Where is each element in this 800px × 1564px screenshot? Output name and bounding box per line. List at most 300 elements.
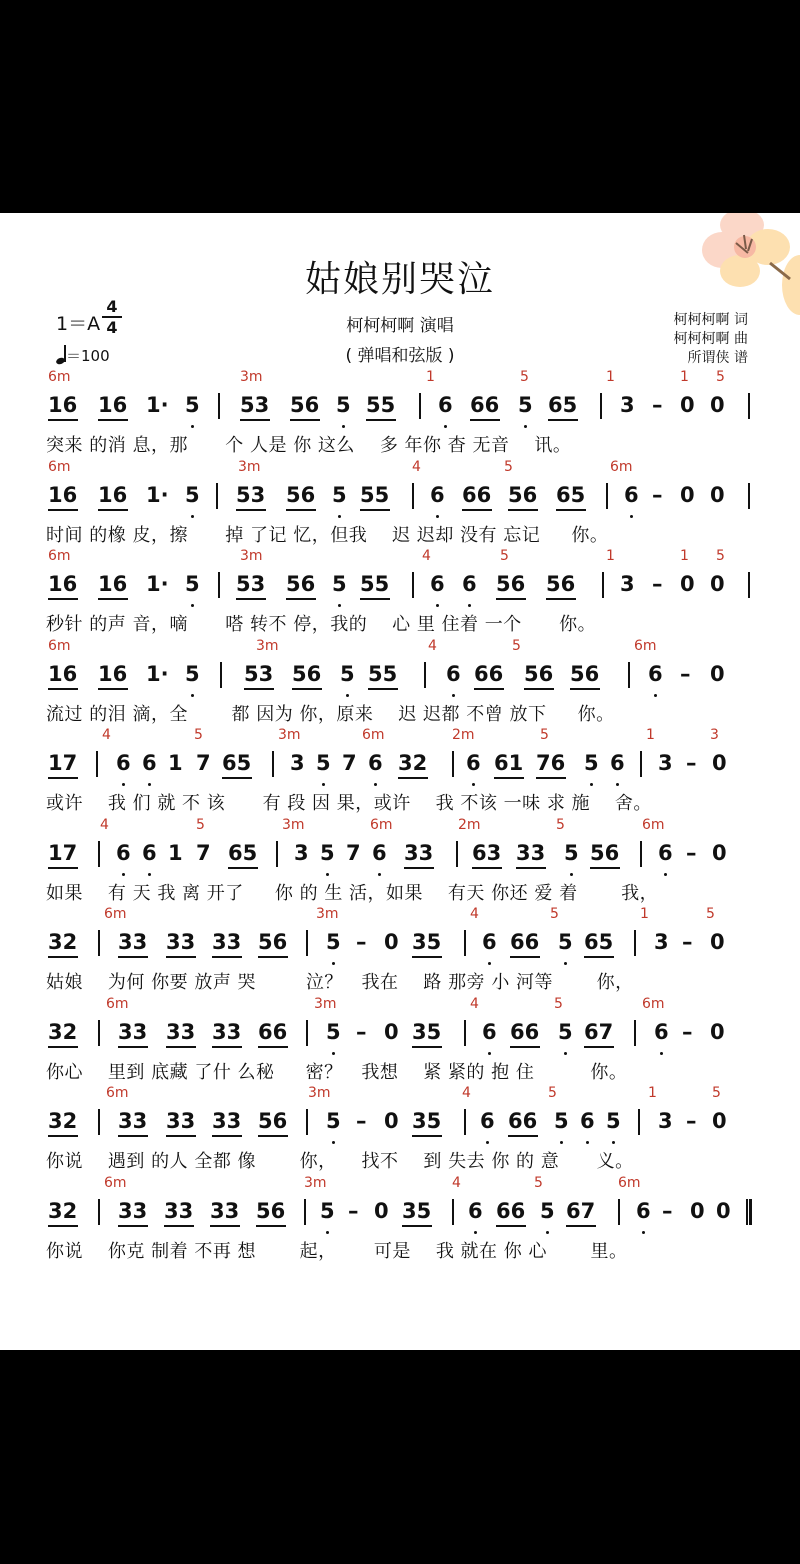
note-group: 7 — [342, 751, 357, 775]
octave-dot — [564, 1052, 567, 1055]
octave-dot — [472, 783, 475, 786]
chord-label: 4 — [470, 906, 479, 922]
note-group: 33 — [118, 1109, 148, 1133]
lyric-line: 秒针 的声 音，嘀 嗒 转不 停，我的 心 里 住着 一个 你。 — [46, 614, 597, 635]
chord-label: 6m — [634, 637, 657, 654]
chord-label: 6m — [104, 906, 127, 922]
beam-line — [212, 1046, 242, 1048]
chord-label: 4 — [102, 727, 111, 743]
note-group: 66 — [474, 661, 504, 686]
octave-dot — [342, 425, 345, 428]
octave-dot — [122, 783, 125, 786]
bar-line — [452, 1199, 454, 1225]
bar-line — [96, 751, 98, 777]
note-group: 1 — [168, 840, 183, 865]
beam-line — [222, 777, 252, 779]
composer-credit: 柯柯柯啊 曲 — [673, 331, 748, 347]
chord-label: 2m — [458, 816, 481, 833]
note-group: 55 — [360, 482, 390, 507]
octave-dot — [474, 1231, 477, 1234]
bar-line — [424, 662, 426, 688]
lyric-line: 你心 里到 底藏 了什 么秘 密？ 我想 紧 紧的 抱 住 你。 — [46, 1061, 628, 1083]
bar-line — [600, 393, 602, 419]
note-group: 3 — [620, 572, 635, 596]
chord-label: 6m — [642, 816, 665, 833]
note-group: 56 — [256, 1198, 286, 1223]
score-row — [0, 723, 800, 813]
chord-label: 3m — [282, 816, 305, 833]
beam-line — [412, 1046, 442, 1048]
bar-line — [98, 930, 100, 956]
note-group: 56 — [286, 572, 316, 596]
note-group: 5 — [540, 1198, 555, 1223]
chord-label: 4 — [452, 1174, 461, 1191]
note-group: 3 — [290, 751, 305, 775]
note-group: 5 — [340, 661, 355, 686]
octave-dot — [338, 515, 341, 518]
score-row — [0, 992, 800, 1082]
octave-dot — [488, 1052, 491, 1055]
note-group: 3 — [654, 930, 669, 954]
note-group: 65 — [584, 930, 614, 954]
note-group: 32 — [48, 1109, 78, 1133]
octave-dot — [346, 694, 349, 697]
note-group: 65 — [556, 482, 586, 507]
lyric-line: 突来 的消 息，那 个 人是 你 这么 多 年你 杳 无音 讯。 — [46, 435, 572, 456]
chord-label: 4 — [428, 637, 437, 654]
note-group: 0 — [374, 1198, 389, 1223]
note-group: 66 — [496, 1198, 526, 1223]
chord-label: 3m — [240, 369, 263, 385]
chord-label: 6m — [48, 369, 71, 385]
note-group: 33 — [166, 1109, 196, 1133]
octave-dot — [616, 783, 619, 786]
note-group: 56 — [286, 482, 316, 507]
note-group: 3 — [294, 840, 309, 865]
chord-label: 4 — [422, 548, 431, 564]
note-group: 33 — [404, 840, 434, 865]
dash: – — [686, 751, 697, 775]
dash: – — [686, 840, 697, 865]
note-group: 0 — [712, 751, 727, 775]
bar-line — [748, 572, 750, 598]
note-group: 5 — [185, 661, 200, 686]
octave-dot — [191, 425, 194, 428]
version-label: ( 弹唱和弦版 ) — [345, 346, 455, 366]
octave-dot — [642, 1231, 645, 1234]
note-group: 5 — [185, 572, 200, 596]
note-group: 33 — [166, 1019, 196, 1044]
beam-line — [258, 956, 288, 958]
note-group: 0 — [384, 930, 399, 954]
note-group: 5 — [518, 393, 533, 417]
note-group: 6 — [446, 661, 461, 686]
note-group: 32 — [398, 751, 428, 775]
chord-label: 5 — [706, 906, 715, 922]
note-group: 6 — [116, 840, 131, 865]
note-group: 33 — [118, 1198, 148, 1223]
beam-line — [118, 1225, 148, 1227]
note-group: 3 — [658, 1109, 673, 1133]
beam-line — [256, 1225, 286, 1227]
beam-line — [98, 598, 128, 600]
beam-line — [286, 598, 316, 600]
bar-line — [220, 662, 222, 688]
note-group: 16 — [48, 393, 78, 417]
note-group: 5 — [558, 930, 573, 954]
octave-dot — [191, 604, 194, 607]
beam-line — [258, 1046, 288, 1048]
bar-line — [98, 1109, 100, 1135]
note-group: 6 — [654, 1019, 669, 1044]
chord-label: 3m — [314, 995, 337, 1012]
chord-label: 4 — [462, 1085, 471, 1101]
note-group: 16 — [48, 572, 78, 596]
note-group: 33 — [118, 1019, 148, 1044]
note-group: 1· — [146, 393, 169, 417]
note-group: 0 — [690, 1198, 705, 1223]
note-group: 33 — [212, 1019, 242, 1044]
bar-line — [606, 483, 608, 509]
singer-credit: 柯柯柯啊 演唱 — [346, 316, 454, 336]
note-group: 0 — [710, 1019, 725, 1044]
note-group: 56 — [496, 572, 526, 596]
octave-dot — [436, 604, 439, 607]
dash: – — [652, 393, 663, 417]
beam-line — [98, 688, 128, 690]
beam-line — [412, 1135, 442, 1137]
note-group: 0 — [712, 840, 727, 865]
note-group: 1· — [146, 482, 169, 507]
beam-line — [404, 867, 434, 869]
note-group: 6 — [468, 1198, 483, 1223]
chord-label: 4 — [412, 458, 421, 475]
octave-dot — [191, 694, 194, 697]
note-group: 6 — [580, 1109, 595, 1133]
octave-dot — [664, 873, 667, 876]
beam-line — [98, 419, 128, 421]
octave-dot — [332, 1141, 335, 1144]
score-row — [0, 902, 800, 992]
octave-dot — [586, 1141, 589, 1144]
octave-dot — [326, 873, 329, 876]
chord-label: 1 — [426, 369, 435, 385]
note-group: 16 — [98, 572, 128, 596]
chord-label: 3m — [256, 637, 279, 654]
note-group: 5 — [554, 1109, 569, 1133]
dash: – — [686, 1109, 697, 1133]
chord-label: 5 — [520, 369, 529, 385]
bar-line — [98, 1020, 100, 1046]
note-group: 6 — [648, 661, 663, 686]
chord-label: 2m — [452, 727, 475, 743]
note-group: 55 — [368, 661, 398, 686]
beam-line — [368, 688, 398, 690]
note-group: 56 — [258, 930, 288, 954]
note-group: 33 — [516, 840, 546, 865]
beam-line — [470, 419, 500, 421]
chord-label: 6m — [48, 548, 71, 564]
score-row — [0, 634, 800, 724]
bar-line — [452, 751, 454, 777]
note-group: 6 — [482, 1019, 497, 1044]
beam-line — [590, 867, 620, 869]
note-group: 0 — [710, 930, 725, 954]
note-group: 5 — [332, 482, 347, 507]
key-signature: 1＝A — [56, 313, 101, 335]
chord-label: 6m — [106, 1085, 129, 1101]
dash: – — [680, 661, 691, 686]
note-group: 56 — [524, 661, 554, 686]
note-group: 6 — [610, 751, 625, 775]
beam-line — [570, 688, 600, 690]
note-group: 5 — [185, 482, 200, 507]
chord-label: 3m — [238, 458, 261, 475]
beam-line — [118, 1135, 148, 1137]
note-group: 5 — [336, 393, 351, 417]
bar-line — [464, 1109, 466, 1135]
octave-dot — [191, 515, 194, 518]
octave-dot — [590, 783, 593, 786]
note-group: 56 — [292, 661, 322, 686]
beam-line — [508, 509, 538, 511]
note-group: 3 — [658, 751, 673, 775]
beam-line — [360, 509, 390, 511]
note-group: 7 — [346, 840, 361, 865]
bar-line — [602, 572, 604, 598]
bar-line — [634, 930, 636, 956]
octave-dot — [654, 694, 657, 697]
note-group: 17 — [48, 840, 78, 865]
beam-line — [496, 598, 526, 600]
note-group: 5 — [564, 840, 579, 865]
note-group: 56 — [258, 1109, 288, 1133]
note-group: 33 — [118, 930, 148, 954]
bar-line — [98, 1199, 100, 1225]
note-group: 6 — [142, 840, 157, 865]
transcriber-credit: 所谓侠 谱 — [687, 350, 748, 366]
beam-line — [510, 956, 540, 958]
octave-dot — [524, 425, 527, 428]
bar-line — [640, 751, 642, 777]
beam-line — [496, 1225, 526, 1227]
chord-label: 6m — [610, 458, 633, 475]
score-row — [0, 1081, 800, 1171]
beam-line — [472, 867, 502, 869]
bar-line — [456, 841, 458, 867]
dash: – — [356, 930, 367, 954]
note-group: 65 — [222, 751, 252, 775]
note-group: 0 — [384, 1109, 399, 1133]
note-group: 32 — [48, 1198, 78, 1223]
note-group: 5 — [316, 751, 331, 775]
note-group: 6 — [482, 930, 497, 954]
note-group: 5 — [584, 751, 599, 775]
note-group: 5 — [558, 1019, 573, 1044]
note-group: 35 — [412, 1109, 442, 1133]
bar-line — [748, 393, 750, 419]
dash: – — [652, 482, 663, 507]
note-group: 56 — [290, 393, 320, 417]
chord-label: 6m — [370, 816, 393, 833]
chord-label: 5 — [548, 1085, 557, 1101]
beam-line — [244, 688, 274, 690]
beam-line — [48, 1135, 78, 1137]
song-title: 姑娘别哭泣 — [304, 259, 495, 300]
bar-line — [464, 1020, 466, 1046]
note-group: 6 — [438, 393, 453, 417]
beam-line — [118, 1046, 148, 1048]
note-group: 63 — [472, 840, 502, 865]
octave-dot — [338, 604, 341, 607]
beam-line — [240, 419, 270, 421]
beam-line — [236, 598, 266, 600]
chord-label: 1 — [606, 369, 615, 385]
dash: – — [356, 1109, 367, 1133]
beam-line — [258, 1135, 288, 1137]
beam-line — [412, 956, 442, 958]
note-group: 5 — [320, 840, 335, 865]
note-group: 53 — [244, 661, 274, 686]
beam-line — [402, 1225, 432, 1227]
chord-label: 6m — [104, 1174, 127, 1191]
beam-line — [48, 598, 78, 600]
bar-line — [216, 483, 218, 509]
octave-dot — [486, 1141, 489, 1144]
beam-line — [286, 509, 316, 511]
chord-label: 6m — [48, 637, 71, 654]
note-group: 7 — [196, 840, 211, 865]
note-group: 67 — [566, 1198, 596, 1223]
note-group: 0 — [710, 572, 725, 596]
octave-dot — [332, 962, 335, 965]
note-group: 6 — [116, 751, 131, 775]
note-group: 61 — [494, 751, 524, 775]
chord-label: 4 — [100, 816, 109, 833]
note-group: 33 — [210, 1198, 240, 1223]
note-group: 6 — [624, 482, 639, 507]
note-group: 56 — [570, 661, 600, 686]
chord-label: 3m — [278, 727, 301, 743]
note-group: 0 — [680, 482, 695, 507]
chord-label: 4 — [470, 995, 479, 1012]
note-group: 55 — [366, 393, 396, 417]
octave-dot — [488, 962, 491, 965]
note-group: 1· — [146, 661, 169, 686]
beam-line — [48, 509, 78, 511]
chord-label: 1 — [640, 906, 649, 922]
note-group: 16 — [98, 482, 128, 507]
time-sig-bottom: 4 — [106, 318, 118, 337]
octave-dot — [560, 1141, 563, 1144]
chord-label: 5 — [716, 369, 725, 385]
beam-line — [398, 777, 428, 779]
octave-dot — [630, 515, 633, 518]
lyric-line: 姑娘 为何 你要 放声 哭 泣？ 我在 路 那旁 小 河等 你， — [46, 972, 634, 993]
chord-label: 5 — [554, 995, 563, 1012]
note-group: 66 — [462, 482, 492, 507]
bar-line — [306, 1109, 308, 1135]
note-group: 1 — [168, 751, 183, 775]
octave-dot — [564, 962, 567, 965]
beam-line — [48, 777, 78, 779]
note-group: 6 — [368, 751, 383, 775]
beam-line — [210, 1225, 240, 1227]
note-group: 66 — [508, 1109, 538, 1133]
note-group: 66 — [510, 930, 540, 954]
octave-dot — [332, 1052, 335, 1055]
note-group: 65 — [548, 393, 578, 417]
chord-label: 1 — [680, 369, 689, 385]
beam-line — [510, 1046, 540, 1048]
note-group: 6 — [142, 751, 157, 775]
chord-label: 6m — [106, 995, 129, 1012]
note-group: 0 — [384, 1019, 399, 1044]
final-bar-line — [746, 1199, 752, 1225]
note-group: 0 — [680, 393, 695, 417]
chord-label: 3m — [304, 1174, 327, 1191]
chord-label: 1 — [680, 548, 689, 564]
octave-dot — [570, 873, 573, 876]
note-group: 6 — [462, 572, 477, 596]
lyric-line: 你说 遇到 的人 全都 像 你， 找不 到 失去 你 的 意 义。 — [46, 1151, 634, 1172]
beam-line — [494, 777, 524, 779]
score-row — [0, 813, 800, 903]
beam-line — [462, 509, 492, 511]
lyric-line: 流过 的泪 滴，全 都 因为 你，原来 迟 迟都 不曾 放下 你。 — [46, 703, 615, 725]
beam-line — [98, 509, 128, 511]
beam-line — [166, 1046, 196, 1048]
bar-line — [634, 1020, 636, 1046]
note-group: 0 — [710, 661, 725, 686]
dash: – — [682, 930, 693, 954]
note-group: 3 — [620, 393, 635, 417]
chord-label: 1 — [648, 1085, 657, 1101]
beam-line — [548, 419, 578, 421]
beam-line — [48, 1225, 78, 1227]
bar-line — [638, 1109, 640, 1135]
score-sheet — [0, 213, 800, 1350]
bar-line — [304, 1199, 306, 1225]
note-group: 6 — [372, 840, 387, 865]
beam-line — [566, 1225, 596, 1227]
score-row — [0, 544, 800, 634]
beam-line — [366, 419, 396, 421]
beam-line — [118, 956, 148, 958]
note-group: 32 — [48, 1019, 78, 1044]
chord-label: 5 — [712, 1085, 721, 1101]
beam-line — [164, 1225, 194, 1227]
lyric-line: 如果 有 天 我 离 开了 你 的 生 活，如果 有天 你还 爱 着 我， — [46, 882, 659, 904]
note-group: 5 — [326, 930, 341, 954]
note-group: 33 — [164, 1198, 194, 1223]
note-group: 17 — [48, 751, 78, 775]
note-group: 53 — [236, 482, 266, 507]
octave-dot — [452, 694, 455, 697]
note-group: 33 — [212, 1109, 242, 1133]
bar-line — [276, 841, 278, 867]
beam-line — [292, 688, 322, 690]
chord-label: 3m — [308, 1085, 331, 1101]
beam-line — [546, 598, 576, 600]
bar-line — [412, 483, 414, 509]
note-group: 33 — [212, 930, 242, 954]
beam-line — [48, 688, 78, 690]
beam-line — [48, 867, 78, 869]
bar-line — [419, 393, 421, 419]
note-group: 5 — [606, 1109, 621, 1133]
octave-dot — [322, 783, 325, 786]
